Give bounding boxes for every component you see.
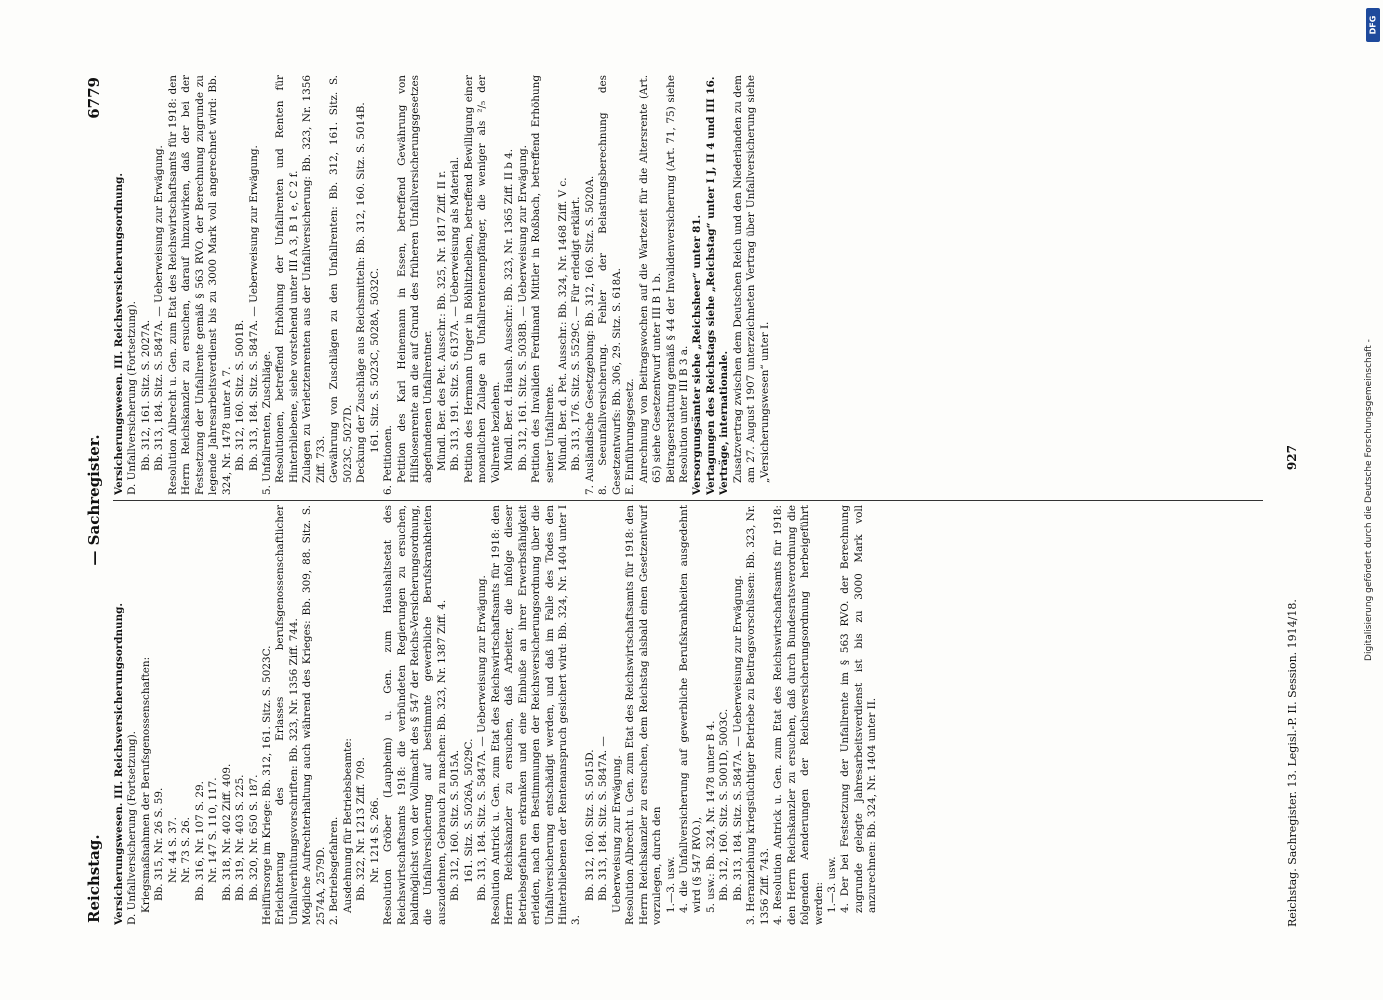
entry-heading: Vertagungen des Reichstags siehe „Reichstag“ unter I J, II 4 und III 16. <box>704 76 717 495</box>
index-entry: Mündl. Ber. d. Pet. Ausschr.: Bb. 324, Nr. 1468 Ziff. V c. <box>556 177 569 471</box>
index-entry: 5. usw.: Bb. 324, Nr. 1478 unter B 4. <box>704 720 717 913</box>
index-entry: Bb. 313, 184. Sitz. S. 5847A. — Ueberweisung zur Erwägung. <box>476 575 489 901</box>
footer-page-number: 927 <box>1285 445 1299 471</box>
index-entry: Bb. 320, Nr. 650 S. 187. <box>247 774 260 901</box>
header-center: — Sachregister. <box>85 434 103 566</box>
index-entry: 1.—3. usw. <box>664 856 677 913</box>
header-page-number: 6779 <box>85 77 103 119</box>
index-entry: Bb. 313, 184. Sitz. S. 5847A. — Ueberweisung zur Erwägung. <box>247 145 260 471</box>
index-entry: Gewährung von Zuschlägen zu den Unfallrenten: Bb. 312, 161. Sitz. S. 5023C, 5027D. <box>328 75 354 483</box>
index-entry: Petition des Hermann Unger in Böhlitzhelben, betreffend Bewilligung einer monatlichen Zulage an Unfallrentenempfänger, die weniger als ²/₅ der Vollrente beziehen. <box>462 75 502 483</box>
index-entry: Bb. 315, Nr. 26 S. 59. <box>153 787 166 901</box>
index-entry: Bb. 312, 161. Sitz. S. 5038B. — Ueberweisung zur Erwägung. <box>516 145 529 471</box>
index-entry: Mündl. Ber. des Pet. Ausschr.: Bb. 325, Nr. 1817 Ziff. II r. <box>435 170 448 471</box>
index-entry: Bb. 313, 184. Sitz. S. 5847A. — Ueberweisung zur Erwägung. <box>731 575 744 901</box>
index-entry: Bb. 312, 161. Sitz. S. 2027A. <box>139 319 152 471</box>
index-entry: Kriegsmaßnahmen der Berufsgenossenschaften: <box>139 656 152 913</box>
index-entry: 161. Sitz. S. 5026A, 5029C. <box>462 738 475 883</box>
index-entry: 4. Resolution Antrick u. Gen. zum Etat des Reichswirtschaftsamts für 1918: den Herrn Reichskanzler zu ersuchen, daß durch Bundesratsverordnung die folgenden Aenderungen der Reichsversicherungsordnung herbeigeführt werden: <box>772 505 825 925</box>
index-entry: Bb. 312, 160. Sitz. S. 5001D, 5003C. <box>718 708 731 901</box>
index-entry: Bb. 312, 160. Sitz. S. 5015D. <box>583 749 596 901</box>
entry-heading: Verträge, internationale. <box>718 350 731 495</box>
index-entry: Resolution Antrick u. Gen. zum Etat des Reichswirtschaftsamts für 1918: den Herrn Reichskanzler zu ersuchen, daß Arbeiter, die infolge dieser Betriebsgefahren erkranken und eine Einbuße an ihrer Erwerbsfähigkeit erleiden, nach den Bestimmungen der Reichsversicherungsordnung über die Unfallversicherung entschädigt werden, und daß im Falle des Todes den Hinterbliebenen der Rentenanspruch gesichert wird: Bb. 324, Nr. 1404 unter I 3. <box>489 505 583 925</box>
index-entry: Bb. 313, 184. Sitz. S. 5847A. — <box>597 736 610 901</box>
header-left: Reichstag. <box>85 834 103 923</box>
index-entry: Bb. 312, 160. Sitz. S. 5001B. <box>234 319 247 471</box>
index-entry: Nr. 44 S. 37. <box>166 817 179 883</box>
rotated-page-content <box>81 65 1301 935</box>
index-entry: Bb. 313, 176. Sitz. S. 5529C. — Für erledigt erklärt. <box>570 196 583 471</box>
digitization-note <box>1358 10 1380 990</box>
left-column <box>113 505 1273 925</box>
index-entry: Bb. 312, 160. Sitz. S. 5015A. <box>449 749 462 901</box>
index-entry: Zusatzvertrag zwischen dem Deutschen Reich und den Niederlanden zu dem am 27. August 1907 unterzeichneten Vertrag über Unfallversicherung siehe „Versicherungswesen“ unter I. <box>731 75 771 483</box>
digitization-note-text: Digitalisierung gefördert durch die Deutsche Forschungsgemeinschaft - <box>1364 339 1374 661</box>
index-entry: Resolution Gröber (Laupheim) u. Gen. zum Haushaltsetat des Reichswirtschaftsamts 1918: die verbündeten Regierungen zu ersuchen, baldmöglichst von der Vollmacht des § 547 der Reichs-Versicherungsordnung, die Unfallversicherung auf bestimmte gewerbliche Berufskrankheiten auszudehnen, Gebrauch zu machen: Bb. 323, Nr. 1387 Ziff. 4. <box>382 505 448 925</box>
index-entry: 3. Heranziehung kriegstüchtiger Betriebe zu Beitragsvorschüssen: Bb. 323, Nr. 1356 Ziff. 743. <box>745 505 771 925</box>
index-entry: Resolution Albrecht u. Gen. zum Etat des Reichswirtschaftsamts für 1918: den Herrn Reichskanzler zu ersuchen, dem Reichstag alsbald einen Gesetzentwurf vorzulegen, durch den <box>624 505 664 925</box>
entry-heading: Versicherungswesen. III. Reichsversicherungsordnung. <box>113 172 125 495</box>
index-entry: Nr. 1214 S. 266. <box>368 797 381 883</box>
index-entry: Bb. 318, Nr. 402 Ziff. 409. <box>220 763 233 901</box>
index-entry: 4. Der bei Festsetzung der Unfallrente im § 563 RVO. der Berechnung zugrunde gelegte Jahresarbeitsverdienst ist bis zu 3000 Mark voll anzurechnen: Bb. 324, Nr. 1404 unter II. <box>839 505 879 913</box>
index-entry: 7. Ausländische Gesetzgebung: Bb. 312, 160. Sitz. S. 5020A. <box>583 175 596 495</box>
index-entry: Resolutionen, betreffend Erhöhung der Unfallrenten und Renten für Hinterbliebene, siehe vorstehend unter III A 3, B 1 e, C 2 f. <box>274 75 300 483</box>
index-entry: Petition des Invaliden Ferdinand Mittler in Roßbach, betreffend Erhöhung seiner Unfallrente. <box>530 75 556 483</box>
index-entry: Ausdehnung für Betriebsbeamte: <box>341 738 354 913</box>
index-entry: Nr. 73 S. 26. <box>180 817 193 883</box>
running-header <box>85 73 109 927</box>
index-entry: 8. Seeunfallversicherung. Fehler der Belastungsberechnung des Gesetzentwurfs: Bb. 306, 29. Sitz. S. 618A. <box>597 75 623 495</box>
index-entry: Heilfürsorge im Kriege: Bb. 312, 161. Sitz. S. 5023C. <box>260 645 273 925</box>
index-entry: 4. die Unfallversicherung auf gewerbliche Berufskrankheiten ausgedehnt wird (§ 547 RVO.), <box>678 505 704 913</box>
index-entry: Bb. 313, 191. Sitz. S. 6137A. — Ueberweisung als Material. <box>449 156 462 471</box>
index-entry: Bb. 313, 184. Sitz. S. 5847A. — Ueberweisung zur Erwägung. <box>153 145 166 471</box>
index-entry: 1.—3. usw. <box>826 856 839 913</box>
index-entry: Mögliche Aufrechterhaltung auch während des Krieges: Bb. 309, 88. Sitz. S. 2574A, 2579D. <box>301 505 327 925</box>
index-entry: D. Unfallversicherung (Fortsetzung). <box>126 731 139 925</box>
entry-heading: Versorgungsämter siehe „Reichsheer“ unter 81. <box>691 214 704 495</box>
index-entry: Mündl. Ber. d. Haush. Ausschr.: Bb. 323, Nr. 1365 Ziff. II b 4. <box>503 148 516 471</box>
index-entry: Petition des Karl Heinemann in Essen, betreffend Gewährung von Hilfslosenrente an die auf Grund des früheren Unfallversicherungsgesetzes abgefundenen Unfallrentner. <box>395 75 435 483</box>
footer-citation: Reichstag. Sachregister. 13. Legisl.-P. II. Session. 1914/18. <box>1286 599 1299 927</box>
dfg-logo <box>1366 8 1380 42</box>
index-entry: E. Einführungsgesetz. <box>624 378 637 495</box>
column-divider <box>113 500 1263 501</box>
index-entry: Resolution Albrecht u. Gen. zum Etat des Reichswirtschaftsamts für 1918: den Herrn Reichskanzler zu ersuchen, darauf hinzuwirken, daß der bei der Festsetzung der Unfallrente gemäß § 563 RVO. der Berechnung zugrunde zu legende Jahresarbeitsverdienst bis zu 3000 Mark voll angerechnet wird: Bb. 324, Nr. 1478 unter A 7. <box>166 75 233 495</box>
index-entry: Zulagen zu Verletztenrenten aus der Unfallversicherung: Bb. 323, Nr. 1356 Ziff. 733. <box>301 75 327 483</box>
dfg-logo-text: DFG <box>1368 15 1378 35</box>
index-entry: Erleichterung des Erlasses berufsgenossenschaftlicher Unfallverhütungsvorschriften: Bb. 323, Nr. 1356 Ziff. 744. <box>274 505 300 925</box>
index-entry: 161. Sitz. S. 5023C, 5028A, 5032C. <box>368 268 381 453</box>
index-entry: Bb. 322, Nr. 1213 Ziff. 709. <box>355 757 368 901</box>
right-column <box>113 75 1273 495</box>
index-entry: 6. Petitionen. <box>382 425 395 495</box>
index-entry: Nr. 147 S. 110, 117. <box>207 777 220 883</box>
index-entry: 2. Betriebsgefahren. <box>328 816 341 925</box>
index-entry: Beitragserstattung gemäß § 44 der Invalidenversicherung (Art. 71, 75) siehe Resolution unter III B 3 a. <box>664 75 691 483</box>
index-entry: Anrechnung von Beitragswochen auf die Wartezeit für die Altersrente (Art. 65) siehe Gesetzentwurf unter III B 1 b. <box>637 75 664 483</box>
entry-heading: Versicherungswesen. III. Reichsversicherungsordnung. <box>113 602 125 925</box>
index-entry: Bb. 316, Nr. 107 S. 29. <box>193 781 206 901</box>
index-entry: Bb. 319, Nr. 403 S. 225. <box>234 774 247 901</box>
index-entry: 5. Unfallrenten, Zuschläge. <box>260 350 273 495</box>
index-entry: D. Unfallversicherung (Fortsetzung). <box>126 301 139 495</box>
index-entry: Ueberweisung zur Erwägung. <box>610 755 623 913</box>
index-entry: Deckung der Zuschläge aus Reichsmitteln: Bb. 312, 160. Sitz. S. 5014B. <box>355 102 368 483</box>
